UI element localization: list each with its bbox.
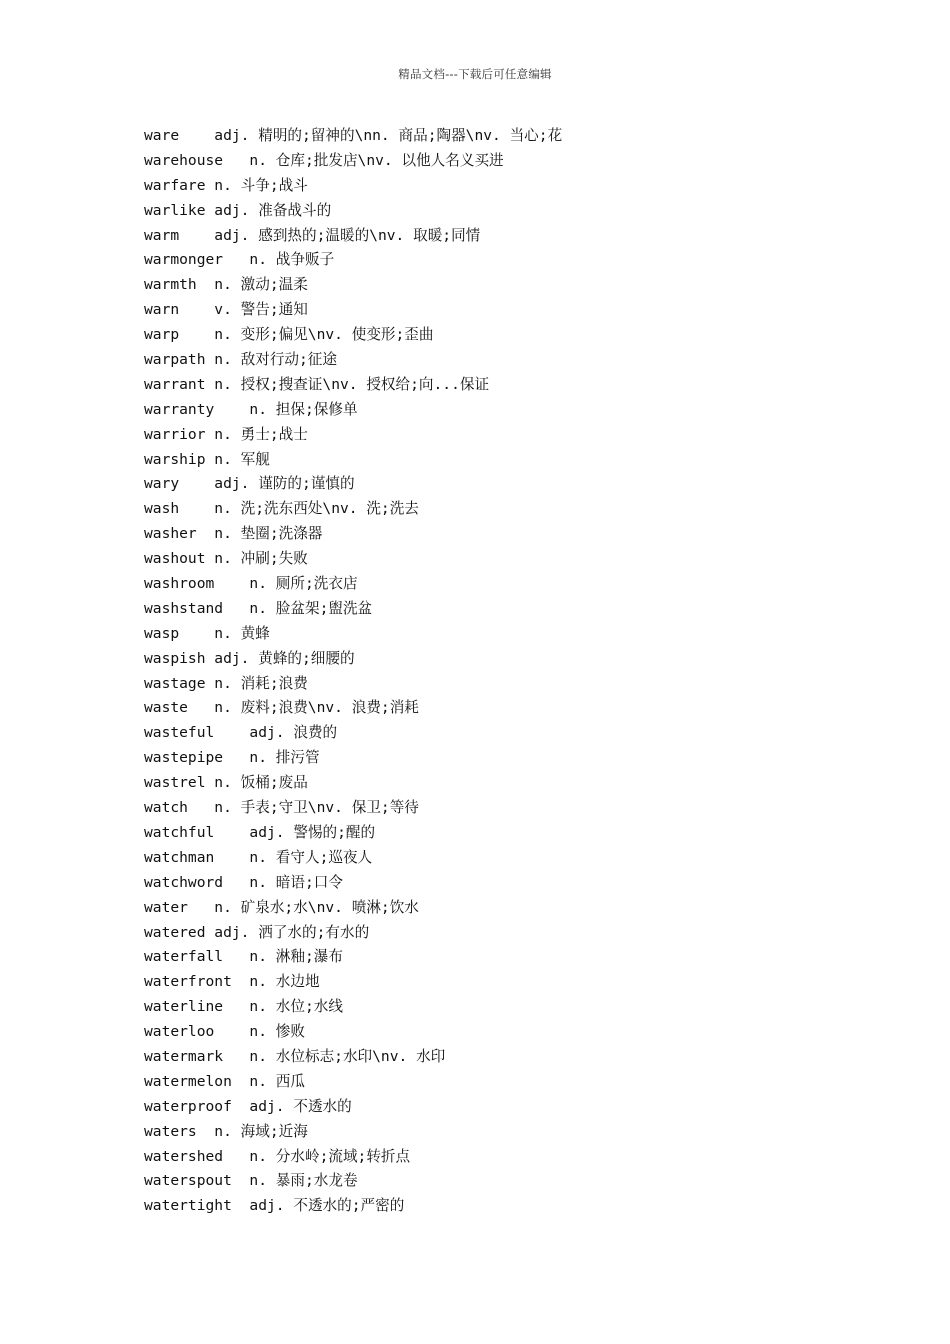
vocab-entry: watertight adj. 不透水的;严密的 xyxy=(144,1197,405,1215)
vocab-entry: wash n. 洗;洗东西处\nv. 洗;洗去 xyxy=(144,500,419,518)
vocab-entry: ware adj. 精明的;留神的\nn. 商品;陶器\nv. 当心;花 xyxy=(144,127,563,144)
vocab-entry: watch n. 手表;守卫\nv. 保卫;等待 xyxy=(144,799,419,817)
vocab-entry: wasp n. 黄蜂 xyxy=(144,624,270,642)
vocab-entry: warrior n. 勇士;战士 xyxy=(144,425,308,443)
vocab-entry: watermark n. 水位标志;水印\nv. 水印 xyxy=(144,1047,446,1065)
vocab-entry: waterfront n. 水边地 xyxy=(144,973,320,991)
vocab-entry: warlike adj. 准备战斗的 xyxy=(144,201,332,219)
vocab-entry: wasteful adj. 浪费的 xyxy=(144,724,338,742)
vocab-entry: watchword n. 暗语;口令 xyxy=(144,873,343,891)
vocab-entry: water n. 矿泉水;水\nv. 喷淋;饮水 xyxy=(144,898,419,916)
vocab-entry: warmonger n. 战争贩子 xyxy=(144,251,335,269)
vocab-entry: warn v. 警告;通知 xyxy=(144,301,308,319)
vocab-entry: warehouse n. 仓库;批发店\nv. 以他人名义买进 xyxy=(144,151,504,169)
vocab-entry: watershed n. 分水岭;流域;转折点 xyxy=(144,1147,411,1165)
vocab-entry: waters n. 海域;近海 xyxy=(144,1122,308,1140)
page-header: 精品文档---下载后可任意编辑 xyxy=(398,67,552,81)
vocab-entry: waterfall n. 淋釉;瀑布 xyxy=(144,948,343,966)
vocab-entry: warrant n. 授权;搜查证\nv. 授权给;向...保证 xyxy=(144,375,490,393)
vocab-entry: warfare n. 斗争;战斗 xyxy=(144,176,308,194)
vocab-entry: wary adj. 谨防的;谨慎的 xyxy=(144,475,355,493)
vocab-entry: warranty n. 担保;保修单 xyxy=(144,400,358,418)
vocab-entry: warmth n. 激动;温柔 xyxy=(144,276,308,294)
vocab-entry: warp n. 变形;偏见\nv. 使变形;歪曲 xyxy=(144,326,434,344)
vocab-entry: warpath n. 敌对行动;征途 xyxy=(144,351,337,369)
vocab-entry: watchman n. 看守人;巡夜人 xyxy=(144,848,373,866)
vocab-entry: washer n. 垫圈;洗涤器 xyxy=(144,525,323,543)
vocab-entry: waspish adj. 黄蜂的;细腰的 xyxy=(144,649,355,667)
vocab-entry: wastepipe n. 排污管 xyxy=(144,749,320,767)
vocab-entry: washroom n. 厕所;洗衣店 xyxy=(144,575,358,593)
vocab-entry: warship n. 军舰 xyxy=(144,450,270,468)
vocab-entry: waterspout n. 暴雨;水龙卷 xyxy=(144,1172,358,1190)
vocab-entry: warm adj. 感到热的;温暖的\nv. 取暖;同情 xyxy=(144,226,481,244)
vocab-entry: washout n. 冲刷;失败 xyxy=(144,550,308,568)
vocab-entry: watered adj. 洒了水的;有水的 xyxy=(144,923,370,941)
vocab-entry: wastage n. 消耗;浪费 xyxy=(144,674,308,692)
vocab-entry: waterproof adj. 不透水的 xyxy=(144,1097,352,1115)
vocab-entry: waterline n. 水位;水线 xyxy=(144,998,343,1016)
vocab-entry: watchful adj. 警惕的;醒的 xyxy=(144,823,376,841)
vocab-entry: washstand n. 脸盆架;盥洗盆 xyxy=(144,599,373,617)
vocab-entry: waste n. 废料;浪费\nv. 浪费;消耗 xyxy=(144,699,419,717)
vocab-entry: wastrel n. 饭桶;废品 xyxy=(144,774,308,792)
vocab-entry: waterloo n. 惨败 xyxy=(144,1023,305,1041)
vocabulary-list xyxy=(144,124,844,1219)
vocab-entry: watermelon n. 西瓜 xyxy=(144,1072,305,1090)
